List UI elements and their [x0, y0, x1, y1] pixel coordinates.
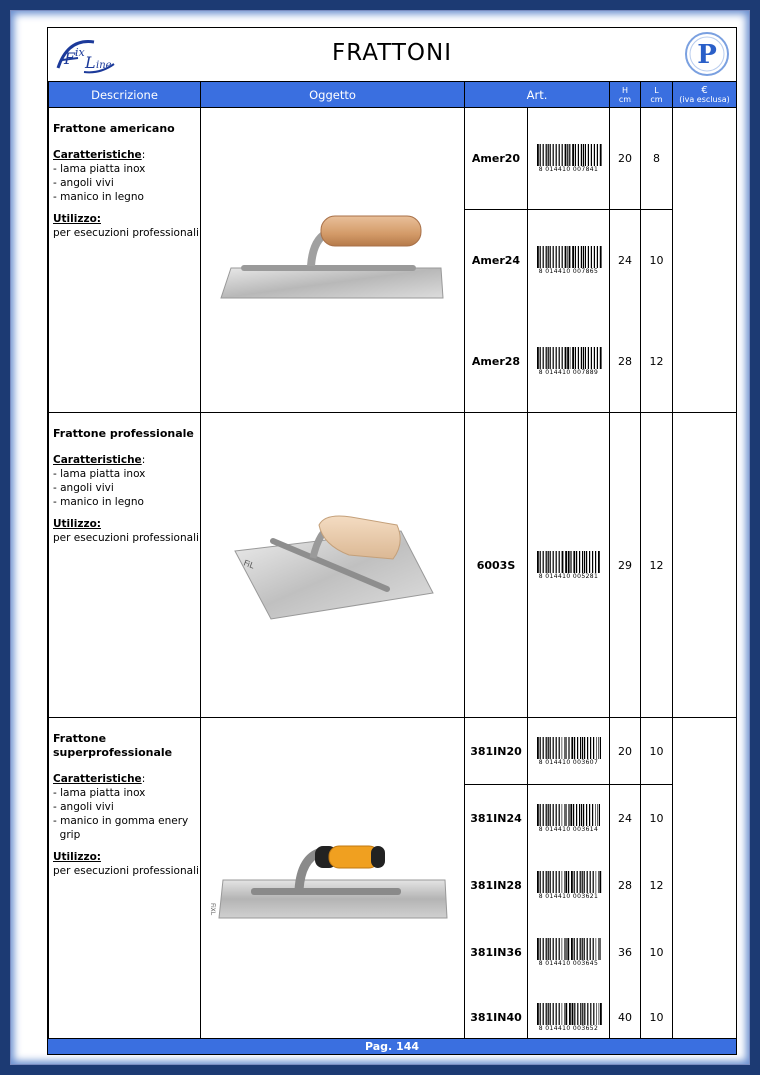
- dimension-h: 24: [610, 785, 641, 852]
- article-code: 381IN28: [465, 852, 528, 919]
- col-price: € (iva esclusa): [673, 82, 737, 108]
- price-cell: [673, 108, 737, 413]
- usage-label: Utilizzo:: [53, 518, 101, 530]
- col-descrizione: Descrizione: [49, 82, 201, 108]
- usage-label: Utilizzo:: [53, 213, 101, 225]
- col-h: H cm: [610, 82, 641, 108]
- svg-text:L: L: [85, 53, 96, 72]
- barcode: [535, 938, 603, 960]
- svg-text:ix: ix: [75, 46, 85, 59]
- article-code: 381IN24: [465, 785, 528, 852]
- article-code: Amer20: [465, 108, 528, 210]
- product-image: [201, 718, 465, 1051]
- barcode-cell: 8 014410 003614: [528, 785, 610, 852]
- svg-text:ine: ine: [96, 60, 112, 71]
- feature-item: - lama piatta inox: [53, 787, 146, 799]
- usage-text: per esecuzioni professionali: [53, 532, 199, 544]
- dimension-h: 20: [610, 718, 641, 785]
- dimension-l: 10: [641, 210, 673, 311]
- feature-item: - angoli vivi: [53, 801, 114, 813]
- trowel-image: [201, 108, 465, 408]
- barcode: [535, 1003, 603, 1025]
- dimension-h: 40: [610, 986, 641, 1051]
- price-cell: [673, 413, 737, 718]
- product-image: [201, 108, 465, 413]
- svg-text:F: F: [64, 49, 76, 68]
- svg-text:FiXL: FiXL: [209, 903, 216, 916]
- dimension-l: 10: [641, 718, 673, 785]
- article-code: 381IN40: [465, 986, 528, 1051]
- barcode: [535, 871, 603, 893]
- feature-item: - lama piatta inox: [53, 468, 146, 480]
- page-number: Pag. 144: [48, 1038, 736, 1054]
- product-image: [201, 413, 465, 718]
- dimension-h: 29: [610, 413, 641, 718]
- product-name: Frattone americano: [53, 122, 175, 135]
- dimension-l: 10: [641, 919, 673, 986]
- table-row: [49, 718, 737, 785]
- feature-item: - manico in gomma enery: [53, 815, 189, 827]
- svg-text:P: P: [697, 40, 717, 70]
- product-description: Frattone americano Caratteristiche: - lama piatta inox - angoli vivi - manico in legno Utilizzo: per esecuzioni professionali: [49, 108, 201, 413]
- dimension-l: 12: [641, 310, 673, 412]
- dimension-h: 20: [610, 108, 641, 210]
- dimension-h: 36: [610, 919, 641, 986]
- article-code: 6003S: [465, 413, 528, 718]
- col-art: Art.: [465, 82, 610, 108]
- usage-label: Utilizzo:: [53, 851, 101, 863]
- table-header-row: [49, 82, 737, 108]
- barcode-cell: 8 014410 003652: [528, 986, 610, 1051]
- svg-text:FiL: FiL: [242, 558, 256, 571]
- trowel-image: [201, 718, 465, 1046]
- barcode: [535, 246, 603, 268]
- brand-badge: [684, 31, 730, 77]
- article-code: 381IN20: [465, 718, 528, 785]
- price-cell: [673, 718, 737, 1051]
- trowel-image: [201, 413, 465, 713]
- product-description: Frattone professionale Caratteristiche: - lama piatta inox - angoli vivi - manico in legno Utilizzo: per esecuzioni professionali: [49, 413, 201, 718]
- feature-item: - manico in legno: [53, 496, 144, 508]
- barcode: [535, 737, 603, 759]
- dimension-h: 28: [610, 310, 641, 412]
- col-l: L cm: [641, 82, 673, 108]
- barcode-cell: 8 014410 007841: [528, 108, 610, 210]
- feature-item: - manico in legno: [53, 191, 144, 203]
- barcode: [535, 347, 603, 369]
- barcode-cell: 8 014410 003621: [528, 852, 610, 919]
- dimension-h: 28: [610, 852, 641, 919]
- product-table: [48, 81, 737, 1051]
- barcode-cell: 8 014410 007865: [528, 210, 610, 311]
- barcode: [535, 144, 603, 166]
- catalog-sheet: [47, 27, 737, 1055]
- usage-text: per esecuzioni professionali: [53, 865, 199, 877]
- dimension-l: 10: [641, 986, 673, 1051]
- table-row: [49, 413, 737, 718]
- page-header: [48, 28, 736, 82]
- features-label: Caratteristiche: [53, 773, 142, 785]
- barcode: [535, 551, 603, 573]
- barcode: [535, 804, 603, 826]
- article-code: Amer24: [465, 210, 528, 311]
- features-label: Caratteristiche: [53, 454, 142, 466]
- barcode-cell: 8 014410 003607: [528, 718, 610, 785]
- usage-text: per esecuzioni professionali: [53, 227, 199, 239]
- article-code: Amer28: [465, 310, 528, 412]
- dimension-l: 12: [641, 413, 673, 718]
- product-description: Frattone superprofessionale Caratteristiche: - lama piatta inox - angoli vivi - manico in gomma enery grip Utilizzo: per esecuzioni professionali: [49, 718, 201, 1051]
- feature-item: - angoli vivi: [53, 177, 114, 189]
- barcode-cell: 8 014410 005281: [528, 413, 610, 718]
- page-frame: [10, 10, 750, 1065]
- dimension-l: 12: [641, 852, 673, 919]
- article-code: 381IN36: [465, 919, 528, 986]
- barcode-cell: 8 014410 007889: [528, 310, 610, 412]
- dimension-l: 8: [641, 108, 673, 210]
- col-oggetto: Oggetto: [201, 82, 465, 108]
- feature-item: - angoli vivi: [53, 482, 114, 494]
- table-row: [49, 108, 737, 210]
- dimension-h: 24: [610, 210, 641, 311]
- barcode-cell: 8 014410 003645: [528, 919, 610, 986]
- product-name: Frattone professionale: [53, 427, 194, 440]
- feature-item: - lama piatta inox: [53, 163, 146, 175]
- page-title: FRATTONI: [331, 40, 452, 66]
- features-label: Caratteristiche: [53, 149, 142, 161]
- feature-item: grip: [53, 829, 81, 841]
- dimension-l: 10: [641, 785, 673, 852]
- product-name: Frattone superprofessionale: [53, 732, 173, 759]
